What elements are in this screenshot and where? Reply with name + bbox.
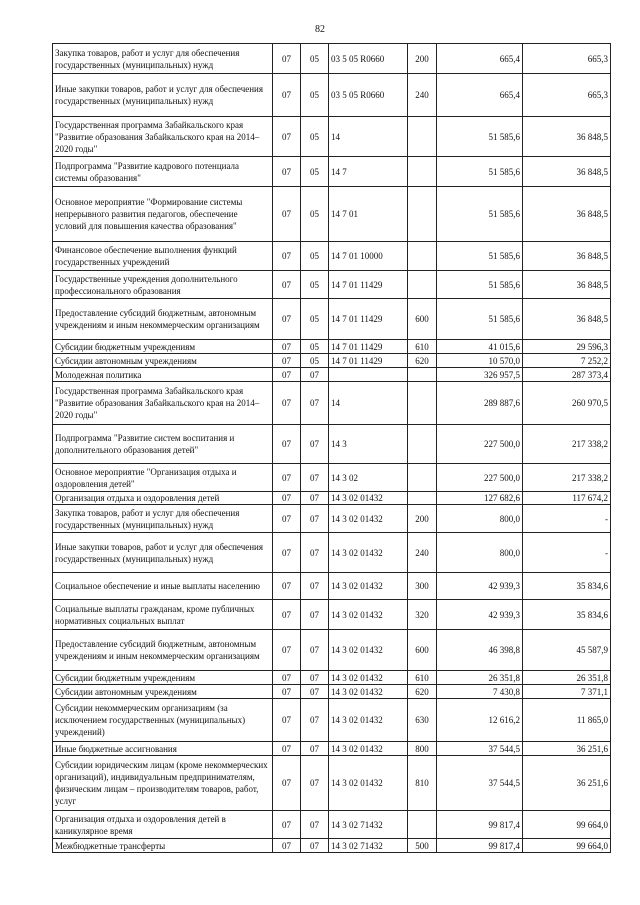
expense-type-code: [408, 464, 437, 492]
amount-planned: 99 817,4: [437, 811, 523, 839]
table-row: [53, 464, 611, 492]
section-code: 07: [273, 271, 301, 299]
amount-planned: 800,0: [437, 533, 523, 573]
target-article-code: 14 3 02 01432: [329, 630, 408, 671]
target-article-code: 14 3 02 01432: [329, 699, 408, 742]
amount-executed: 36 848,5: [523, 157, 611, 187]
section-code: 07: [273, 354, 301, 368]
amount-executed: 26 351,8: [523, 671, 611, 685]
expense-type-code: 810: [408, 756, 437, 811]
row-name: Социальное обеспечение и иные выплаты населению: [53, 573, 273, 600]
target-article-code: 14 3 02 01432: [329, 685, 408, 699]
expense-type-code: [408, 492, 437, 505]
amount-planned: 51 585,6: [437, 271, 523, 299]
table-row: [53, 187, 611, 242]
table-row: [53, 157, 611, 187]
expense-type-code: [408, 425, 437, 464]
section-code: 07: [273, 382, 301, 425]
section-code: 07: [273, 756, 301, 811]
row-name: Межбюджетные трансферты: [53, 839, 273, 853]
amount-planned: 7 430,8: [437, 685, 523, 699]
subsection-code: 07: [301, 671, 329, 685]
subsection-code: 07: [301, 600, 329, 630]
subsection-code: 07: [301, 699, 329, 742]
row-name: Государственные учреждения дополнительного профессионального образования: [53, 271, 273, 299]
row-name: Субсидии бюджетным учреждениям: [53, 340, 273, 354]
row-name: Финансовое обеспечение выполнения функций государственных учреждений: [53, 242, 273, 271]
table-row: [53, 630, 611, 671]
amount-executed: 29 596,3: [523, 340, 611, 354]
page-number: 82: [315, 24, 325, 35]
row-name: Иные закупки товаров, работ и услуг для обеспечения государственных (муниципальных) нужд: [53, 74, 273, 117]
row-name: Молодежная политика: [53, 368, 273, 382]
amount-executed: 217 338,2: [523, 425, 611, 464]
amount-executed: 35 834,6: [523, 573, 611, 600]
section-code: 07: [273, 242, 301, 271]
subsection-code: 05: [301, 271, 329, 299]
subsection-code: 05: [301, 354, 329, 368]
expense-type-code: 620: [408, 685, 437, 699]
amount-planned: 51 585,6: [437, 299, 523, 340]
amount-executed: 7 371,1: [523, 685, 611, 699]
row-name: Государственная программа Забайкальского края "Развитие образования Забайкальского края на 2014–2020 годы": [53, 117, 273, 157]
amount-executed: 36 848,5: [523, 187, 611, 242]
amount-planned: 227 500,0: [437, 425, 523, 464]
subsection-code: 07: [301, 630, 329, 671]
budget-table: [52, 43, 611, 853]
amount-planned: 51 585,6: [437, 187, 523, 242]
section-code: 07: [273, 630, 301, 671]
target-article-code: 14 3 02 71432: [329, 811, 408, 839]
section-code: 07: [273, 157, 301, 187]
amount-planned: 127 682,6: [437, 492, 523, 505]
amount-executed: 217 338,2: [523, 464, 611, 492]
amount-executed: 36 848,5: [523, 242, 611, 271]
table-row: [53, 492, 611, 505]
row-name: Закупка товаров, работ и услуг для обеспечения государственных (муниципальных) нужд: [53, 505, 273, 533]
subsection-code: 07: [301, 425, 329, 464]
table-row: [53, 756, 611, 811]
table-row: [53, 382, 611, 425]
subsection-code: 07: [301, 756, 329, 811]
expense-type-code: 630: [408, 699, 437, 742]
amount-planned: 51 585,6: [437, 117, 523, 157]
expense-type-code: 200: [408, 44, 437, 74]
subsection-code: 07: [301, 533, 329, 573]
expense-type-code: 240: [408, 533, 437, 573]
row-name: Предоставление субсидий бюджетным, автономным учреждениям и иным некоммерческим организациям: [53, 299, 273, 340]
section-code: 07: [273, 340, 301, 354]
table-row: [53, 742, 611, 756]
expense-type-code: [408, 368, 437, 382]
amount-executed: 36 848,5: [523, 117, 611, 157]
amount-executed: 665,3: [523, 74, 611, 117]
table-row: [53, 600, 611, 630]
row-name: Организация отдыха и оздоровления детей в каникулярное время: [53, 811, 273, 839]
table-row: [53, 44, 611, 74]
subsection-code: 05: [301, 44, 329, 74]
target-article-code: 03 5 05 R0660: [329, 44, 408, 74]
row-name: Иные бюджетные ассигнования: [53, 742, 273, 756]
subsection-code: 05: [301, 117, 329, 157]
target-article-code: 14 3 02 01432: [329, 742, 408, 756]
subsection-code: 07: [301, 382, 329, 425]
expense-type-code: [408, 187, 437, 242]
amount-planned: 51 585,6: [437, 157, 523, 187]
table-row: [53, 533, 611, 573]
target-article-code: 14 3 02: [329, 464, 408, 492]
subsection-code: 07: [301, 505, 329, 533]
expense-type-code: 320: [408, 600, 437, 630]
section-code: 07: [273, 573, 301, 600]
amount-executed: -: [523, 505, 611, 533]
table-row: [53, 242, 611, 271]
table-row: [53, 505, 611, 533]
target-article-code: [329, 368, 408, 382]
amount-executed: 7 252,2: [523, 354, 611, 368]
subsection-code: 05: [301, 299, 329, 340]
amount-planned: 42 939,3: [437, 600, 523, 630]
table-row: [53, 811, 611, 839]
target-article-code: 14 3 02 01432: [329, 533, 408, 573]
amount-executed: 99 664,0: [523, 811, 611, 839]
subsection-code: 07: [301, 368, 329, 382]
amount-planned: 800,0: [437, 505, 523, 533]
amount-executed: 99 664,0: [523, 839, 611, 853]
row-name: Субсидии юридическим лицам (кроме некоммерческих организаций), индивидуальным предпринимателям, физическим лицам – производителям товаров, работ, услуг: [53, 756, 273, 811]
amount-executed: 36 848,5: [523, 299, 611, 340]
target-article-code: 14 7 01 11429: [329, 340, 408, 354]
subsection-code: 05: [301, 157, 329, 187]
row-name: Основное мероприятие "Формирование системы непрерывного развития педагогов, обеспечение условий для повышения качества образования": [53, 187, 273, 242]
target-article-code: 14 3: [329, 425, 408, 464]
amount-executed: 36 848,5: [523, 271, 611, 299]
table-row: [53, 354, 611, 368]
target-article-code: 14 7 01 10000: [329, 242, 408, 271]
expense-type-code: 200: [408, 505, 437, 533]
subsection-code: 05: [301, 187, 329, 242]
expense-type-code: [408, 811, 437, 839]
amount-executed: -: [523, 533, 611, 573]
subsection-code: 05: [301, 74, 329, 117]
expense-type-code: 610: [408, 671, 437, 685]
target-article-code: 14 7 01 11429: [329, 271, 408, 299]
amount-planned: 41 015,6: [437, 340, 523, 354]
amount-planned: 326 957,5: [437, 368, 523, 382]
row-name: Основное мероприятие "Организация отдыха и оздоровления детей": [53, 464, 273, 492]
expense-type-code: 610: [408, 340, 437, 354]
row-name: Социальные выплаты гражданам, кроме публичных нормативных социальных выплат: [53, 600, 273, 630]
row-name: Государственная программа Забайкальского края "Развитие образования Забайкальского края на 2014–2020 годы": [53, 382, 273, 425]
amount-planned: 51 585,6: [437, 242, 523, 271]
table-row: [53, 685, 611, 699]
table-row: [53, 671, 611, 685]
amount-planned: 12 616,2: [437, 699, 523, 742]
subsection-code: 05: [301, 242, 329, 271]
row-name: Закупка товаров, работ и услуг для обеспечения государственных (муниципальных) нужд: [53, 44, 273, 74]
row-name: Подпрограмма "Развитие систем воспитания и дополнительного образования детей": [53, 425, 273, 464]
table-row: [53, 299, 611, 340]
amount-planned: 665,4: [437, 74, 523, 117]
section-code: 07: [273, 699, 301, 742]
target-article-code: 14 3 02 71432: [329, 839, 408, 853]
section-code: 07: [273, 685, 301, 699]
expense-type-code: 240: [408, 74, 437, 117]
subsection-code: 05: [301, 340, 329, 354]
subsection-code: 07: [301, 492, 329, 505]
expense-type-code: [408, 117, 437, 157]
section-code: 07: [273, 299, 301, 340]
section-code: 07: [273, 464, 301, 492]
section-code: 07: [273, 425, 301, 464]
subsection-code: 07: [301, 839, 329, 853]
row-name: Предоставление субсидий бюджетным, автономным учреждениям и иным некоммерческим организациям: [53, 630, 273, 671]
amount-planned: 99 817,4: [437, 839, 523, 853]
target-article-code: 14: [329, 117, 408, 157]
target-article-code: 14 3 02 01432: [329, 756, 408, 811]
row-name: Организация отдыха и оздоровления детей: [53, 492, 273, 505]
amount-executed: 117 674,2: [523, 492, 611, 505]
amount-planned: 46 398,8: [437, 630, 523, 671]
section-code: 07: [273, 117, 301, 157]
target-article-code: 14 3 02 01432: [329, 600, 408, 630]
amount-planned: 26 351,8: [437, 671, 523, 685]
amount-executed: 260 970,5: [523, 382, 611, 425]
target-article-code: 14 3 02 01432: [329, 671, 408, 685]
row-name: Субсидии бюджетным учреждениям: [53, 671, 273, 685]
expense-type-code: 500: [408, 839, 437, 853]
subsection-code: 07: [301, 573, 329, 600]
table-row: [53, 839, 611, 853]
amount-planned: 665,4: [437, 44, 523, 74]
amount-executed: 287 373,4: [523, 368, 611, 382]
section-code: 07: [273, 505, 301, 533]
row-name: Субсидии автономным учреждениям: [53, 354, 273, 368]
section-code: 07: [273, 492, 301, 505]
subsection-code: 07: [301, 464, 329, 492]
section-code: 07: [273, 187, 301, 242]
subsection-code: 07: [301, 811, 329, 839]
expense-type-code: 300: [408, 573, 437, 600]
table-row: [53, 368, 611, 382]
amount-planned: 42 939,3: [437, 573, 523, 600]
section-code: 07: [273, 600, 301, 630]
section-code: 07: [273, 74, 301, 117]
target-article-code: 03 5 05 R0660: [329, 74, 408, 117]
amount-planned: 37 544,5: [437, 756, 523, 811]
target-article-code: 14 3 02 01432: [329, 573, 408, 600]
section-code: 07: [273, 533, 301, 573]
expense-type-code: 620: [408, 354, 437, 368]
subsection-code: 07: [301, 685, 329, 699]
amount-executed: 35 834,6: [523, 600, 611, 630]
expense-type-code: 600: [408, 630, 437, 671]
amount-planned: 10 570,0: [437, 354, 523, 368]
amount-executed: 665,3: [523, 44, 611, 74]
amount-executed: 45 587,9: [523, 630, 611, 671]
table-row: [53, 74, 611, 117]
section-code: 07: [273, 671, 301, 685]
amount-planned: 227 500,0: [437, 464, 523, 492]
subsection-code: 07: [301, 742, 329, 756]
table-row: [53, 271, 611, 299]
target-article-code: 14 3 02 01432: [329, 492, 408, 505]
target-article-code: 14 7 01: [329, 187, 408, 242]
amount-executed: 36 251,6: [523, 742, 611, 756]
expense-type-code: [408, 242, 437, 271]
target-article-code: 14 7 01 11429: [329, 299, 408, 340]
section-code: 07: [273, 742, 301, 756]
target-article-code: 14 3 02 01432: [329, 505, 408, 533]
amount-executed: 11 865,0: [523, 699, 611, 742]
expense-type-code: [408, 271, 437, 299]
expense-type-code: [408, 157, 437, 187]
section-code: 07: [273, 368, 301, 382]
table-row: [53, 117, 611, 157]
target-article-code: 14: [329, 382, 408, 425]
amount-executed: 36 251,6: [523, 756, 611, 811]
table-row: [53, 425, 611, 464]
section-code: 07: [273, 44, 301, 74]
amount-planned: 37 544,5: [437, 742, 523, 756]
section-code: 07: [273, 839, 301, 853]
target-article-code: 14 7: [329, 157, 408, 187]
row-name: Иные закупки товаров, работ и услуг для обеспечения государственных (муниципальных) нужд: [53, 533, 273, 573]
expense-type-code: 800: [408, 742, 437, 756]
table-row: [53, 699, 611, 742]
target-article-code: 14 7 01 11429: [329, 354, 408, 368]
section-code: 07: [273, 811, 301, 839]
row-name: Субсидии некоммерческим организациям (за исключением государственных (муниципальных) учреждений): [53, 699, 273, 742]
table-row: [53, 573, 611, 600]
amount-planned: 289 887,6: [437, 382, 523, 425]
row-name: Субсидии автономным учреждениям: [53, 685, 273, 699]
row-name: Подпрограмма "Развитие кадрового потенциала системы образования": [53, 157, 273, 187]
expense-type-code: 600: [408, 299, 437, 340]
table-row: [53, 340, 611, 354]
expense-type-code: [408, 382, 437, 425]
